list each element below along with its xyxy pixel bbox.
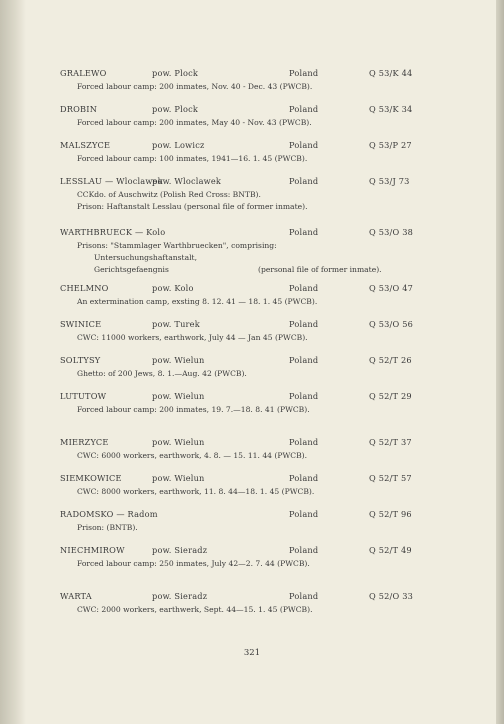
entry-country: Poland (289, 545, 319, 555)
entry-map-reference: Q 53/P 27 (369, 140, 412, 150)
entry-detail-line (0, 190, 504, 202)
entry-detail-line (0, 451, 504, 463)
entry-place: GRALEWO (60, 68, 107, 78)
entry-detail-text: Ghetto: of 200 Jews, 8. 1.—Aug. 42 (PWCB). (77, 369, 247, 378)
page-number: 321 (243, 648, 261, 658)
entry-country: Poland (289, 437, 319, 447)
entry-country: Poland (289, 355, 319, 365)
entry-detail-line (0, 297, 504, 309)
entry-detail-text: Prison: Haftanstalt Lesslau (personal file of former inmate). (77, 202, 308, 211)
entry-detail-text: CWC: 11000 workers, earthwork, July 44 — Jan 45 (PWCB). (77, 333, 308, 342)
entry-country: Poland (289, 140, 319, 150)
entry-place: LUTUTOW (60, 391, 107, 401)
entry-district: pow. Turek (152, 319, 200, 329)
entry-detail-line (0, 487, 504, 499)
entry-map-reference: Q 53/J 73 (369, 176, 410, 186)
entry-country: Poland (289, 591, 319, 601)
entry-detail-text: CCKdo. of Auschwitz (Polish Red Cross: BNTB). (77, 190, 261, 199)
entry-map-reference: Q 52/T 49 (369, 545, 412, 555)
entry-district: pow. Wielun (152, 355, 205, 365)
entry-detail-text: Forced labour camp: 250 inmates, July 42—2. 7. 44 (PWCB). (77, 559, 310, 568)
entry-detail-text: An extermination camp, exsting 8. 12. 41 — 18. 1. 45 (PWCB). (77, 297, 318, 306)
entry-heading (0, 140, 504, 154)
entry-detail-text: CWC: 6000 workers, earthwork, 4. 8. — 15. 11. 44 (PWCB). (77, 451, 308, 460)
entry-heading (0, 176, 504, 190)
entry-detail-line (0, 523, 504, 535)
entry-country: Poland (289, 391, 319, 401)
entry-detail-line (0, 202, 504, 214)
entry-detail-line (0, 605, 504, 617)
entry-heading (0, 104, 504, 118)
entry-place: WARTHBRUECK — Kolo (60, 227, 166, 237)
entry-map-reference: Q 52/T 29 (369, 391, 412, 401)
entry-detail-line (0, 559, 504, 571)
entry-detail-text: Forced labour camp: 200 inmates, May 40 - Nov. 43 (PWCB). (77, 118, 312, 127)
entry-heading (0, 473, 504, 487)
entry-detail-text: CWC: 2000 workers, earthwerk, Sept. 44—15. 1. 45 (PWCB). (77, 605, 313, 614)
entry-detail-line (0, 118, 504, 130)
entry-detail-line (0, 241, 504, 253)
entry-district: pow. Sieradz (152, 591, 208, 601)
entry-detail-text: Untersuchungshaftanstalt, (94, 253, 198, 262)
camp-entry (0, 140, 504, 166)
entry-heading (0, 319, 504, 333)
entry-map-reference: Q 53/K 44 (369, 68, 413, 78)
camp-entry (0, 545, 504, 571)
entry-place: SOLTYSY (60, 355, 101, 365)
entry-district: pow. Wielun (152, 391, 205, 401)
entry-heading (0, 509, 504, 523)
entry-place: SIEMKOWICE (60, 473, 122, 483)
entry-detail-text: Forced labour camp: 200 inmates, 19. 7.—18. 8. 41 (PWCB). (77, 405, 310, 414)
entry-place: LESSLAU — Wloclawek (60, 176, 163, 186)
entry-heading (0, 355, 504, 369)
entry-map-reference: Q 52/O 33 (369, 591, 414, 601)
entry-place: RADOMSKO — Radom (60, 509, 158, 519)
entry-district: pow. Plock (152, 68, 199, 78)
entry-map-reference: Q 52/T 37 (369, 437, 412, 447)
entry-detail-line (0, 253, 504, 265)
entry-place: WARTA (60, 591, 92, 601)
camp-entry (0, 68, 504, 94)
entry-detail-line (0, 405, 504, 417)
entry-district: pow. Wielun (152, 437, 205, 447)
entry-country: Poland (289, 227, 319, 237)
entry-country: Poland (289, 104, 319, 114)
entry-detail-text: CWC: 8000 workers, earthwork, 11. 8. 44—18. 1. 45 (PWCB). (77, 487, 315, 496)
camp-entry (0, 591, 504, 617)
entry-country: Poland (289, 319, 319, 329)
entry-map-reference: Q 52/T 26 (369, 355, 412, 365)
entry-detail-text: Prisons: "Stammlager Warthbruecken", comprising: (77, 241, 277, 250)
entry-heading (0, 391, 504, 405)
camp-entry (0, 391, 504, 417)
entry-source-note: (personal file of former inmate). (258, 265, 382, 274)
entry-heading (0, 68, 504, 82)
entry-district: pow. Wloclawek (152, 176, 222, 186)
entry-detail-line (0, 265, 504, 277)
entry-map-reference: Q 53/O 56 (369, 319, 414, 329)
entry-country: Poland (289, 176, 319, 186)
entry-country: Poland (289, 68, 319, 78)
entry-heading (0, 227, 504, 241)
entry-place: NIECHMIROW (60, 545, 125, 555)
entry-place: CHELMNO (60, 283, 109, 293)
entry-detail-text: Prison: (BNTB). (77, 523, 138, 532)
camp-entry (0, 509, 504, 535)
entry-district: pow. Plock (152, 104, 199, 114)
entry-detail-line (0, 369, 504, 381)
entry-district: pow. Sieradz (152, 545, 208, 555)
camp-entry (0, 104, 504, 130)
entry-map-reference: Q 53/O 38 (369, 227, 414, 237)
entry-country: Poland (289, 509, 319, 519)
entry-place: MIERZYCE (60, 437, 109, 447)
camp-entry (0, 227, 504, 277)
entry-country: Poland (289, 473, 319, 483)
entry-map-reference: Q 53/O 47 (369, 283, 414, 293)
camp-entry (0, 176, 504, 214)
entry-district: pow. Lowicz (152, 140, 205, 150)
entry-place: MALSZYCE (60, 140, 111, 150)
entry-map-reference: Q 53/K 34 (369, 104, 413, 114)
entry-detail-line (0, 82, 504, 94)
camp-entry (0, 473, 504, 499)
entry-heading (0, 591, 504, 605)
entry-map-reference: Q 52/T 96 (369, 509, 412, 519)
entry-map-reference: Q 52/T 57 (369, 473, 412, 483)
entry-district: pow. Kolo (152, 283, 194, 293)
entry-heading (0, 283, 504, 297)
camp-entry (0, 319, 504, 345)
entry-detail-text: Gerichtsgefaengnis (94, 265, 169, 274)
entry-heading (0, 437, 504, 451)
entry-detail-line (0, 333, 504, 345)
entry-place: SWINICE (60, 319, 102, 329)
entry-detail-text: Forced labour camp: 200 inmates, Nov. 40 - Dec. 43 (PWCB). (77, 82, 313, 91)
entry-heading (0, 545, 504, 559)
entry-detail-line (0, 154, 504, 166)
entry-district: pow. Wielun (152, 473, 205, 483)
entry-detail-text: Forced labour camp: 100 inmates, 1941—16. 1. 45 (PWCB). (77, 154, 308, 163)
camp-entry (0, 283, 504, 309)
entry-country: Poland (289, 283, 319, 293)
camp-entry (0, 437, 504, 463)
entry-place: DROBIN (60, 104, 98, 114)
camp-entry (0, 355, 504, 381)
